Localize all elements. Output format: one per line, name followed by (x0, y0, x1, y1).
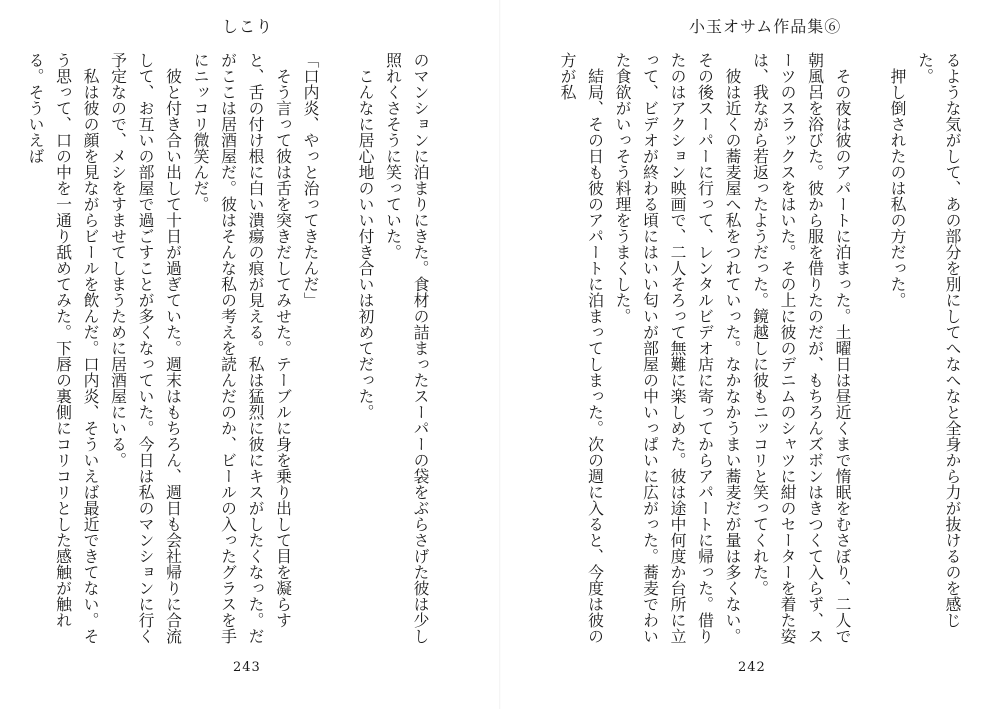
blank-line (856, 52, 884, 652)
paragraph: 私は彼の顔を見ながらビールを飲んだ。口内炎、そういえば最近できてない。そう思って、口の中を一通り舐めてみた。下唇の裏側にコリコリとした感触が触れる。そういえば (26, 52, 100, 644)
paragraph: その夜は彼のアパートに泊まった。土曜日は昼近くまで惰眠をむさぼり、二人で朝風呂を浴びた。彼から服を借りたのだが、もちろんズボンはきつくて入らず、スーツのスラックスをはいた。その上に彼のデニムのシャツに紺のセーターを着た姿は、我ながら若返ったようだった。鏡越しに彼もニッコリと笑ってくれた。 (750, 52, 852, 644)
paragraph: 押し倒されたのは私の方だった。 (888, 52, 907, 308)
body-text-left (26, 52, 434, 652)
dialogue-line: 「口内炎、やっと治ってきたんだ」 (301, 52, 320, 308)
paragraph: 彼は近くの蕎麦屋へ私をつれていった。なかなかうまい蕎麦だが量は多くない。その後スーパーに行って、レンタルビデオ店に寄ってからアパートに帰った。借りたのはアクション映画で、二人そろって無難に楽しめた。彼は途中何度か台所に立って、ビデオが終わる頃にはいい匂いが部屋の中いっぱいに広がった。蕎麦でわいた食欲がいっそう料理をうまくした。 (613, 52, 742, 644)
body-text-right (558, 52, 966, 652)
page-number-right: 242 (738, 660, 766, 675)
right-page (500, 0, 1000, 709)
paragraph: のマンションに泊まりにきた。食材の詰まったスーパーの袋をぶらさげた彼は少し照れくさそうに笑っていた。 (383, 52, 430, 644)
blank-line (324, 52, 352, 652)
paragraph: 結局、その日も彼のアパートに泊まってしまった。次の週に入ると、今度は彼の方が私 (558, 52, 605, 644)
paragraph: 彼と付き合い出して十日が過ぎていた。週末はもちろん、週日も会社帰りに合流して、お互いの部屋で過ごすことが多くなっていた。今日は私のマンションに行く予定なので、メシをすませてしまうために居酒屋にいる。 (108, 52, 183, 644)
paragraph: こんなに居心地のいい付き合いは初めてだった。 (356, 52, 375, 420)
page-number-left: 243 (233, 660, 261, 675)
paragraph: るような気がして、あの部分を別にしてへなへなと全身から力が抜けるのを感じた。 (915, 52, 962, 628)
running-head-right: 小玉オサム作品集⑥ (689, 17, 842, 36)
running-head-left: しこり (222, 17, 274, 36)
paragraph: そう言って彼は舌を突きだしてみせた。テーブルに身を乗り出して目を凝らすと、舌の付け根に白い潰瘍の痕が見える。私は猛烈に彼にキスがしたくなった。だがここは居酒屋だ。彼はそんな私の考えを読んだのか、ビールの入ったグラスを手にニッコリ微笑んだ。 (191, 52, 293, 644)
